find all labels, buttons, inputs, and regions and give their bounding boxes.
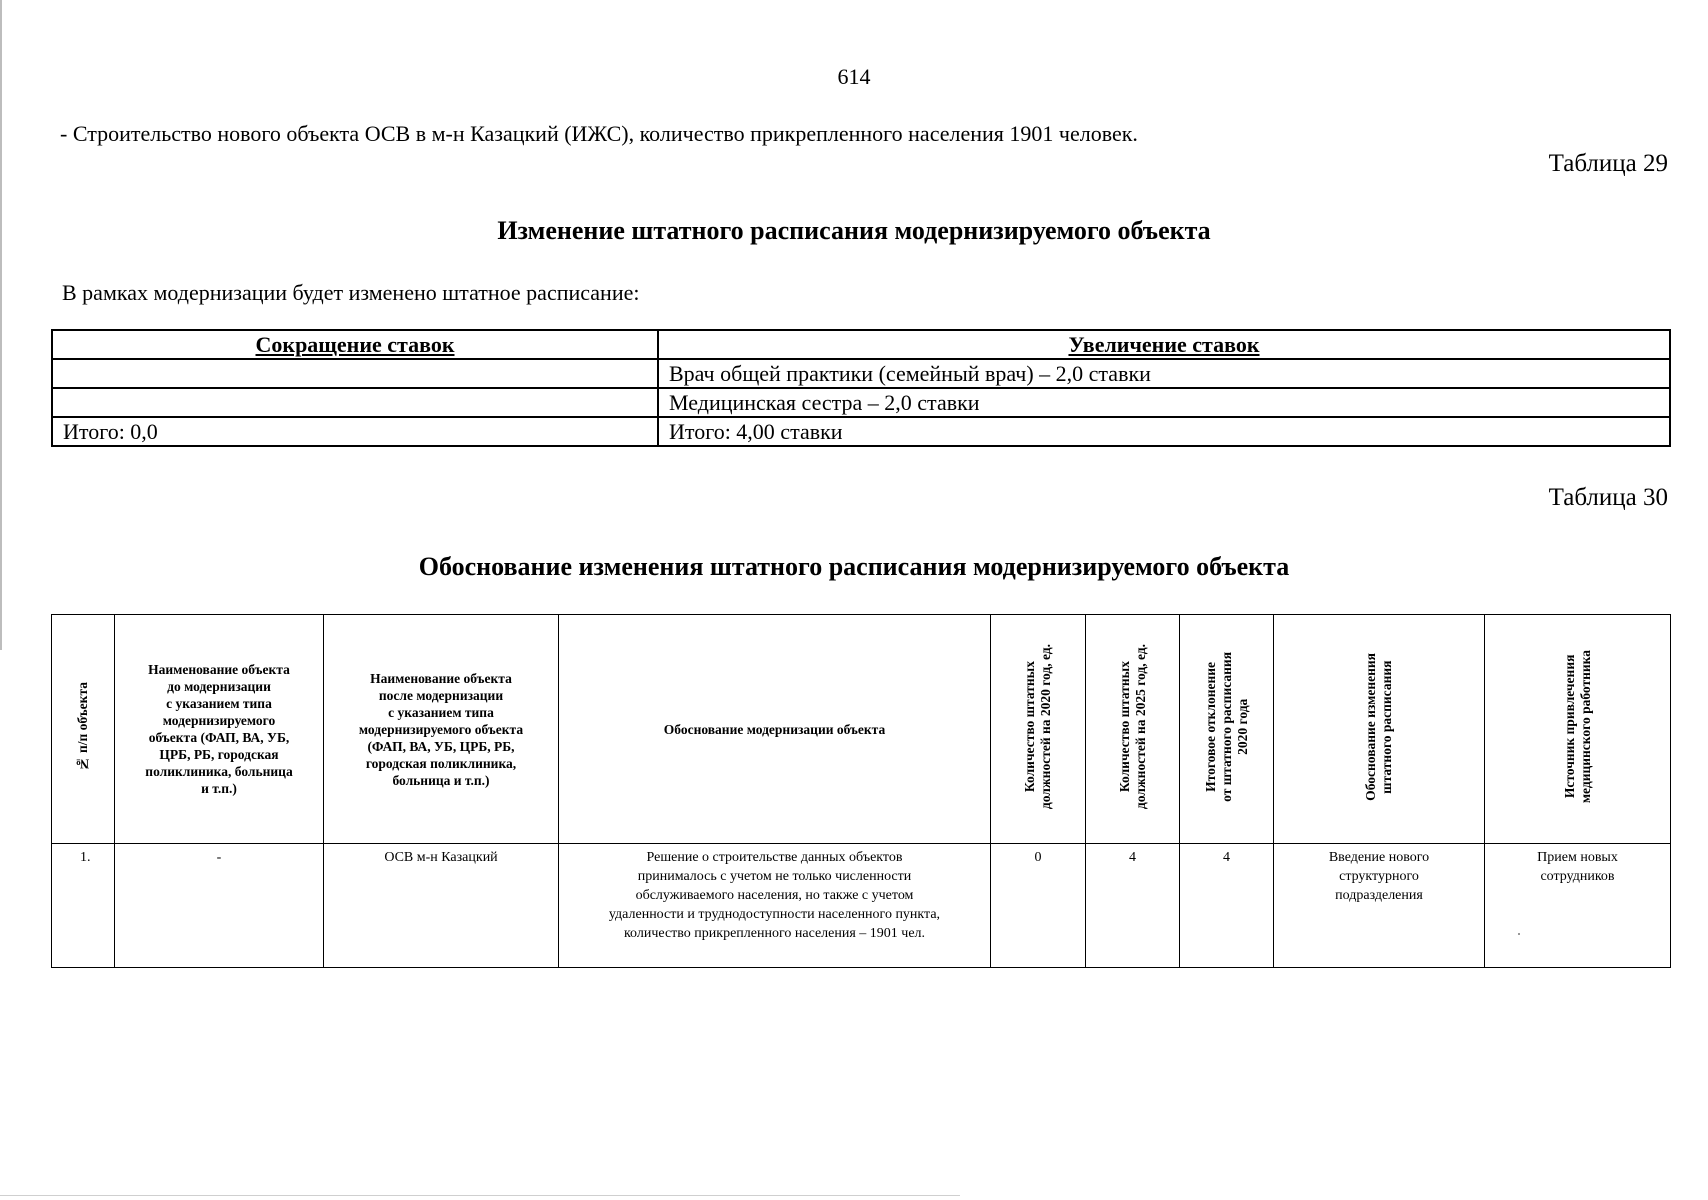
table-29-lead: В рамках модернизации будет изменено штатное расписание: [62,280,640,305]
row-source: Прием новых сотрудников [1485,844,1671,968]
row-deviation: 4 [1180,844,1274,968]
header-change-reason: Обоснование изменения штатного расписания [1274,615,1485,844]
reduction-total: Итого: 0,0 [52,417,658,446]
row-count-2020: 0 [991,844,1086,968]
row-change-reason: Введение нового структурного подразделения [1274,844,1485,968]
table-header-row [52,615,1671,844]
page-number: 614 [837,64,871,89]
header-reduction: Сокращение ставок [52,330,658,359]
table-header-row [52,330,1670,359]
row-before: - [115,844,324,968]
table-row [52,388,1670,417]
staffing-change-table [51,329,1671,447]
table-row [52,359,1670,388]
header-count-2020: Количество штатных должностей на 2020 год, ед. [991,615,1086,844]
table-30-title: Обоснование изменения штатного расписания модернизируемого объекта [418,552,1290,581]
row-count-2025: 4 [1086,844,1180,968]
table-30-label: Таблица 30 [1548,484,1668,511]
header-num: № п/п объекта [52,615,115,844]
table-29-label: Таблица 29 [1548,150,1668,177]
table-row [52,844,1671,968]
scan-speck [1518,933,1520,935]
header-after: Наименование объекта после модернизации с указанием типа модернизируемого объекта (ФАП, ВА, УБ, ЦРБ, РБ, городская поликлиника, больница и т.п.) [324,615,559,844]
header-increase: Увеличение ставок [658,330,1670,359]
header-before: Наименование объекта до модернизации с указанием типа модернизируемого объекта (ФАП, ВА, УБ, ЦРБ, РБ, городская поликлиника, больница и т.п.) [115,615,324,844]
reduction-cell [52,388,658,417]
scan-bottom-edge [0,1195,960,1196]
reduction-cell [52,359,658,388]
increase-total: Итого: 4,00 ставки [658,417,1670,446]
row-after: ОСВ м-н Казацкий [324,844,559,968]
increase-cell: Медицинская сестра – 2,0 ставки [658,388,1670,417]
total-row [52,417,1670,446]
increase-cell: Врач общей практики (семейный врач) – 2,0 ставки [658,359,1670,388]
table-29-title: Изменение штатного расписания модернизируемого объекта [497,216,1211,245]
header-deviation: Итоговое отклонение от штатного расписания 2020 года [1180,615,1274,844]
justification-table [51,614,1671,968]
header-source: Источник привлечения медицинского работника [1485,615,1671,844]
header-count-2025: Количество штатных должностей на 2025 год, ед. [1086,615,1180,844]
row-justification: Решение о строительстве данных объектов принималось с учетом не только численности обслуживаемого населения, но также с учетом удаленности и труднодоступности населенного пункта, количество прикрепленного населения – 1901 чел. [559,844,991,968]
row-num: 1. [52,844,115,968]
intro-line: - Строительство нового объекта ОСВ в м-н Казацкий (ИЖС), количество прикрепленного населения 1901 человек. [60,121,1138,146]
header-justification: Обоснование модернизации объекта [559,615,991,844]
